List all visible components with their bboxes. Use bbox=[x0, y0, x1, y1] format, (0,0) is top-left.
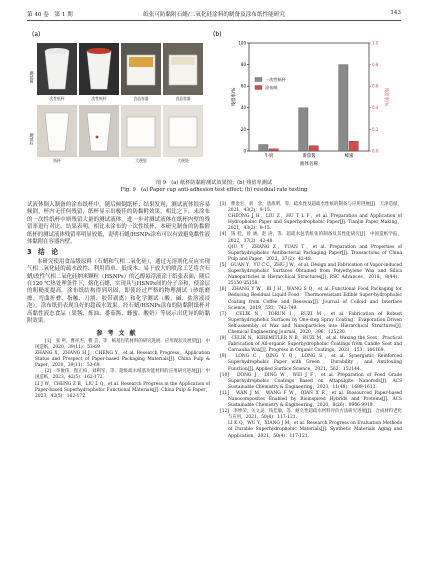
reference-item: [9] LONG C，QING Y Q，LONG S，et al. Synergistic Reinforced Superhydrophobic Paper with Green，Durability，and Antifouling Function[J]. Applied Surface Science，2021，562：152144. bbox=[220, 354, 402, 372]
running-header bbox=[27, 8, 401, 21]
photo-caption: 次性纸杯 bbox=[49, 96, 65, 101]
reference-item: [2] 李俊伟，程正柏，刘利军，等．超级疏水纸基功能材料的应用研究进展[J]．中国造纸，2023，42(5)：162-172. bbox=[35, 369, 210, 381]
section-heading: 3 结 论 bbox=[27, 248, 58, 257]
reference-item: [8] CELIK N，KIREMITLER N B，RUZI M，et al. Waxing the Soot：Practical Fabrication of All-organic Superhydrophobic Coatings from Candle Soot and Carnauba Wax[J]. Progress in Organic Coatings，2021，153：106169. bbox=[220, 336, 402, 354]
reference-item: LI K Q，WU Y，XIANG J M，et al. Research Progress on Evaluation Methods of Durable Superhydrophobic Materials[J]. Synthetic Materials Aging and Application，2021，50(4)：117-121. bbox=[228, 421, 402, 439]
y-left-tick-label: 20 bbox=[240, 126, 246, 132]
y-left-axis-title: 残留率/% bbox=[232, 87, 237, 107]
photo-caption: 次性纸杯 bbox=[91, 96, 107, 101]
y-left-tick-label: 100 bbox=[238, 40, 246, 46]
reference-item: [6] ZHANG Y W，BI J H，WANG S Q，et al. Functional Food Packaging for Reducing Residual Liquid Food：Thermoresistant Edible Super-hydrophobic Coating from Coffee and Beeswax[J]. Journal of Colloid and Interface Science，2019，533：742-749. bbox=[220, 287, 402, 311]
photo-caption: 食品容器 bbox=[133, 96, 149, 101]
before-label: 测试前 bbox=[29, 71, 35, 83]
photo-cup-milk-before bbox=[37, 43, 77, 101]
y-right-tick-label: 0.4 bbox=[372, 105, 379, 111]
figure-9 bbox=[27, 27, 401, 177]
left-column bbox=[27, 202, 210, 400]
photo-container-honey-after bbox=[121, 105, 161, 163]
photo-cup-ketchup-before bbox=[79, 43, 119, 101]
body-paragraph: 本研究使用食品级原料（石蜡和气相二氧化硅），通过无溶剂化反应实现气相二氧化硅的疏水改性，利用简单、低成本、易于放大的喷涂工艺将含石蜡/改性气相二氧化硅纳米颗粒（HSNPs）的乙醇悬浮液涂于纸张表面，随后在120 ℃热处理条件下，熔化石蜡，实现具与HSNPs间的分子亲和，使涂层的粗糙度提高。涂布纸结构得到巩固，即使经过严格的物理测试（砂纸磨擦、弯曲折叠、指触、刀割、胶带剥离）和化学测试（酸、碱、盐溶液浸泡），涂布纸仍表现良好的超疏水效果。经石蜡/HSNPs涂布的防黏附纸杯对高黏性液态食品（果酱、炼油、番茄酱、蜂蜜、酸奶）等展示出优异的防黏附效果。 bbox=[27, 258, 210, 325]
reference-item: [5] GUAN Y，YU C C，ZHU J W，et al. Design and Fabrication of Vapor-induced Superhydrophobic Surfaces Obtained from Polyethylene Wax and Silica Nanoparticles in Hierarchical Structures[J]. RSC Advances，2018，8(44)：25150-25158. bbox=[220, 262, 402, 287]
right-column-references bbox=[220, 202, 402, 440]
photo-container-yogurt-after bbox=[163, 105, 203, 163]
residual-rate-chart bbox=[230, 40, 390, 167]
bar-paper-cup bbox=[339, 65, 348, 151]
photo-caption: 大便袋 bbox=[177, 158, 189, 163]
reference-item: [3] 曹金宏，刘 念，唐战明，等．疏水性及超疏水性纸的制备与应用进展[J]．天津造纸，2021，43(2)：9-15. bbox=[220, 202, 402, 214]
bar-coated-paper bbox=[269, 149, 278, 151]
volume-issue: 第 40 卷 第 1 期 bbox=[27, 12, 73, 18]
reference-item: [1] 张 所，曹祥杰，曹 芸，等．纸基包装材料的研究进展．应用现状及展望[J]．中国造纸，2020，39(11)：53-69． bbox=[35, 338, 210, 350]
y-right-tick-label: 0.6 bbox=[372, 83, 379, 89]
y-left-tick-label: 0 bbox=[243, 148, 246, 154]
x-axis-title: 液体名称 bbox=[299, 162, 319, 167]
photo-cup-ketchup-after bbox=[79, 105, 119, 157]
reference-item: LI J W，CHENG Z B，LIU L Q，et al. Research Progress in the Application of Paper-based Superhydrophobic Functional Materials[J]. China Pulp & Paper，2023，42(5)：162-172. bbox=[35, 381, 210, 399]
photo-caption: 食品容器 bbox=[175, 96, 191, 101]
legend-label: 一次性纸杯 bbox=[265, 77, 286, 82]
photo-panel bbox=[29, 27, 211, 177]
page-number: 143 bbox=[390, 10, 401, 16]
legend-swatch bbox=[255, 86, 262, 90]
y-left-tick-label: 80 bbox=[240, 62, 246, 67]
body-paragraph: 试液体倒入制备的涂布纸杯中，随后倾倒纸杯；结果发现，测试液体很容易倾倒，杯内无任何残留，纸杯显示出极佳的防黏附效果。相比之下，未涂布的一次性纸杯中则残留大量的测试液体。进一步对测试液体在纸杯内壁的残留率进行对比，结果表明，相比未涂布的一次性纸杯，本研究制备的防黏附纸杯的测试液体残留率明显较低，说明石蜡/HSNPs涂布可以有效避免黏性液体黏附在容器内壁。 bbox=[27, 202, 210, 246]
journal-running-title: 纸张可防黏附石蜡/二氧化硅涂料的制备及涂布纸性能研究 bbox=[143, 12, 285, 18]
y-left-tick-label: 60 bbox=[240, 83, 246, 89]
reference-item: [7] CELIK N，TORUN I，RUZI M，et al. Fabrication of Robust Superhydrophobic Surfaces by One-step Spray Coating：Evaporation Driven Self-assembly of Wax and Nanoparticles into Hierarchical Structures[J]. Chemical Engineering Journal，2020，396：125230. bbox=[220, 311, 402, 335]
reference-item: [12] 李坤荣，关文灵，钱佳敏，等．耐久性超疏水材料评价方法研究进展[J]．合成材料老化与应用，2021，50(4)：117-121. bbox=[220, 409, 402, 421]
photo-container-honey-before bbox=[121, 43, 161, 101]
y-right-tick-label: 0.0 bbox=[372, 148, 379, 154]
chart-panel bbox=[209, 27, 401, 177]
reference-item: CHEONG J H，LIU Z，HU T L F，et al. Preparation and Application of Hydrophobic Paper and Superhydrophobic Paper[J]. Tianjin Paper Making，2021，43(2)：9-15. bbox=[228, 214, 402, 232]
bar-coated-paper bbox=[349, 141, 358, 151]
reference-item: [4] 钱 桂，曾 涵，赵 涛，等．超疏水包装纸张的制备及其性能研究[J]．中国造纸学报，2022，37(2)：42-48. bbox=[220, 232, 402, 244]
plot-frame bbox=[249, 43, 369, 151]
y-right-tick-label: 0.8 bbox=[372, 62, 379, 67]
reference-item: [11] WAN J M，WANG F W，QIAN X R，et al. Biosourced Paper-based Nanocomposites Enabled by Bioinspired Hybrids and Proteins[J]. ACS Sustainable Chemistry & Engineering，2020，8(26)：9906-9919. bbox=[220, 390, 402, 409]
figure-caption-en: Fig. 9 (a) Paper cup anti-adhesion test effect; (b) residual rate testing bbox=[120, 187, 308, 193]
bar-coated-paper bbox=[309, 146, 318, 151]
x-tick-label: 番茄酱 bbox=[302, 154, 316, 159]
y-right-tick-label: 0.2 bbox=[372, 126, 379, 132]
y-right-tick-label: 1.0 bbox=[372, 40, 379, 46]
reference-item: ZHANG X，ZHANG H J，CHENG Y，et al. Research Progress，Application Status and Prospect of Paper-based Packaging Materials[J]. China Pulp & Paper，2020，39(11)：53-69. bbox=[35, 351, 210, 369]
bar-paper-cup bbox=[299, 108, 308, 151]
legend-swatch bbox=[255, 78, 262, 82]
reference-item: [10] DONG J，DING W，WEI J F，et al. Preparation of Food Grade Superhydrophobic Coatings Based on Attapulgite Nanorods[J]. ACS Sustainable Chemistry & Engineering，2023，11(48)：1689-1613. bbox=[220, 372, 402, 390]
figure-caption-cn: 图 9 (a) 纸杯防黏附测试效果图；(b) 残留率测试 bbox=[155, 180, 273, 186]
after-label: 测试后 bbox=[29, 133, 35, 145]
photo-caption: 大便袋 bbox=[135, 158, 147, 163]
y-right-axis-title: 残留率/% bbox=[383, 87, 388, 107]
panel-a-label: (a) bbox=[32, 31, 41, 38]
photo-container-yogurt-before bbox=[163, 43, 203, 101]
x-tick-label: 牛奶 bbox=[264, 154, 274, 159]
bar-paper-cup bbox=[259, 145, 268, 151]
legend-label: 涂布纸 bbox=[265, 85, 278, 90]
panel-b-label: (b) bbox=[213, 31, 222, 38]
x-tick-label: 蜂蜜 bbox=[344, 154, 354, 159]
y-left-tick-label: 40 bbox=[240, 105, 246, 111]
reference-item: QIU Y，ZHANG Z，YUAN T，et al. Preparation and Properties of Superhydrophobic Antibacterial Packaging Paper[J]. Transactions of China Pulp and Paper，2022，37(2)：42-48. bbox=[228, 244, 402, 262]
photo-caption: 纸杯 bbox=[53, 158, 61, 163]
photo-cup-milk-after bbox=[37, 105, 77, 163]
references-heading: 参考文献 bbox=[96, 329, 141, 337]
